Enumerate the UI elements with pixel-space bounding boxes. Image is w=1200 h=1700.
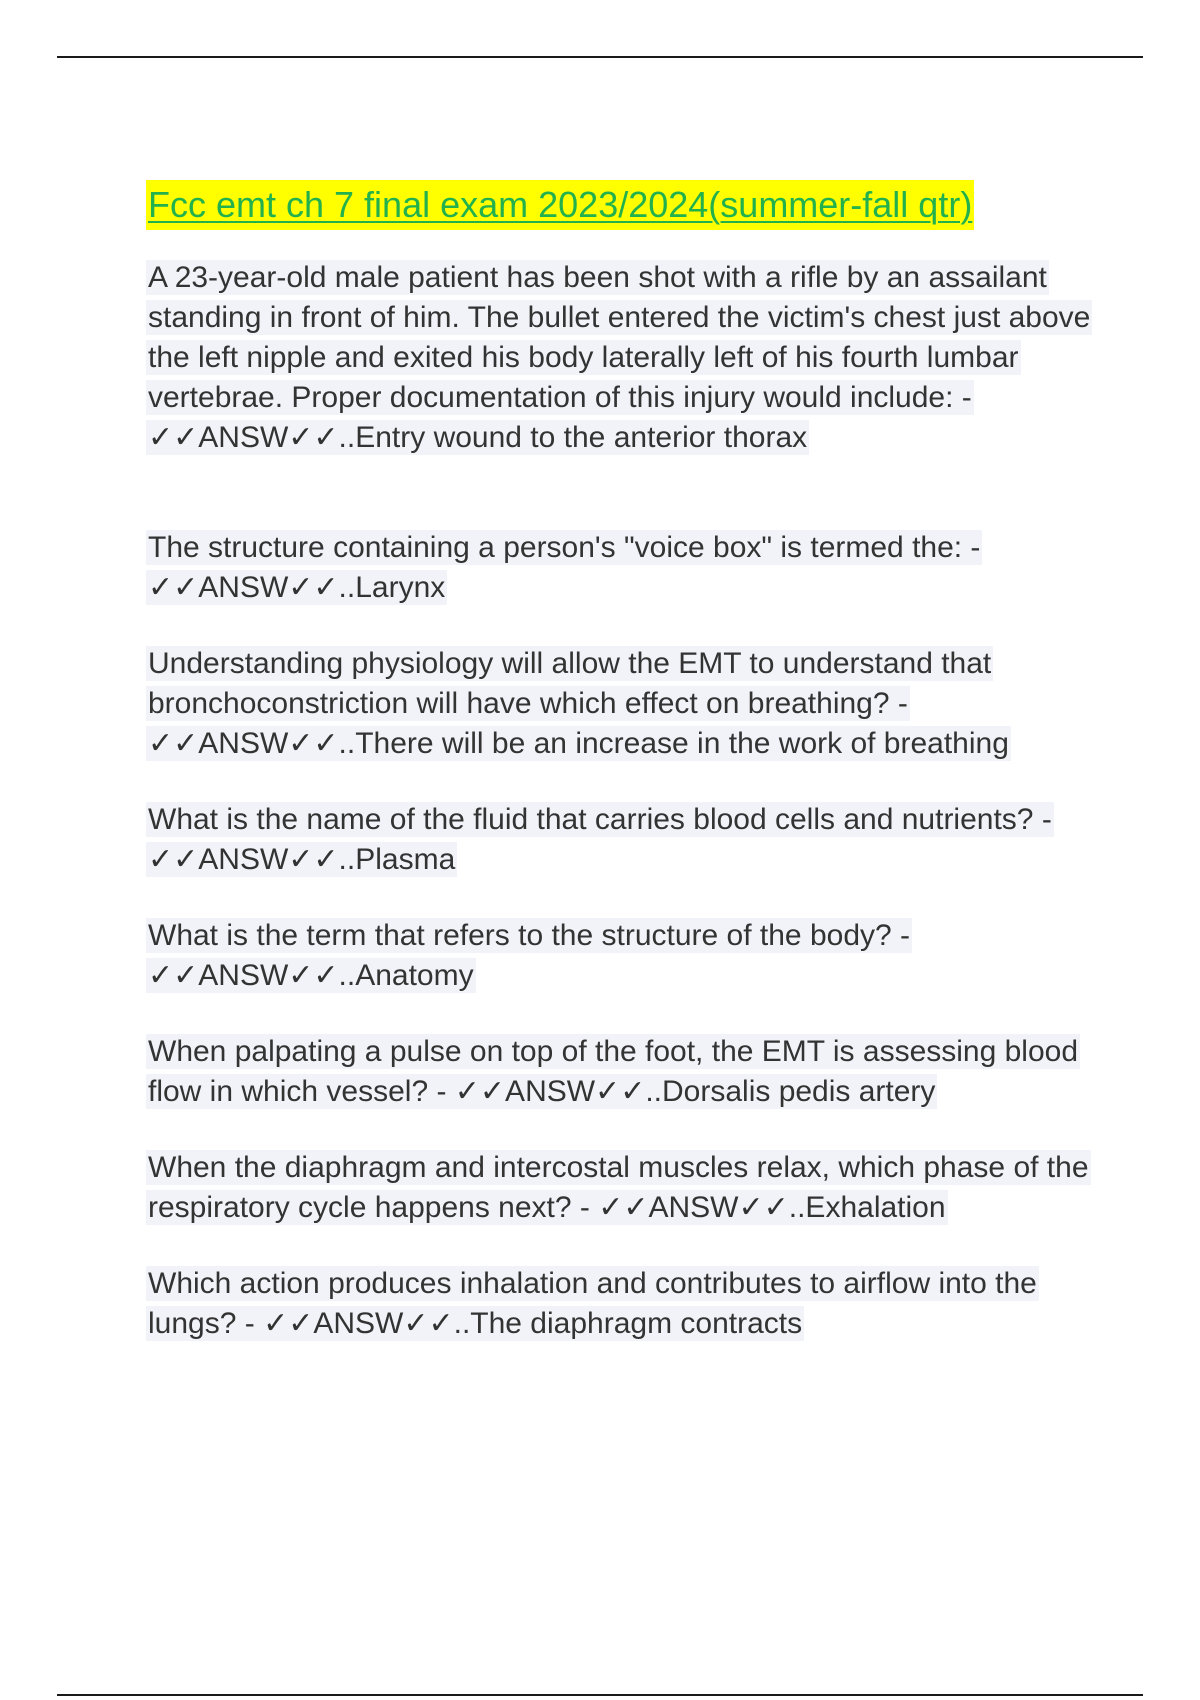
document-body [146, 180, 1106, 1380]
title-text: Fcc emt ch 7 final exam 2023/2024(summer-fall qtr) [146, 180, 974, 230]
qa-item-1 [146, 258, 1106, 458]
qa-text: What is the name of the fluid that carries blood cells and nutrients? - ✓✓ANSW✓✓..Plasma [148, 803, 1052, 876]
qa-text: Which action produces inhalation and contributes to airflow into the lungs? - ✓✓ANSW✓✓..The diaphragm contracts [148, 1267, 1037, 1340]
document-title [146, 180, 1106, 258]
qa-item-5 [146, 916, 1106, 996]
qa-text: When palpating a pulse on top of the foot, the EMT is assessing blood flow in which vessel? - ✓✓ANSW✓✓..Dorsalis pedis artery [148, 1035, 1079, 1108]
qa-text: When the diaphragm and intercostal muscles relax, which phase of the respiratory cycle happens next? - ✓✓ANSW✓✓..Exhalation [148, 1151, 1089, 1224]
top-rule [57, 56, 1143, 58]
qa-item-2 [146, 528, 1106, 608]
qa-item-6 [146, 1032, 1106, 1112]
qa-text: What is the term that refers to the structure of the body? - ✓✓ANSW✓✓..Anatomy [148, 919, 911, 992]
bottom-rule [57, 1694, 1143, 1696]
qa-item-7 [146, 1148, 1106, 1228]
qa-item-8 [146, 1264, 1106, 1344]
qa-text: The structure containing a person's "voice box" is termed the: - ✓✓ANSW✓✓..Larynx [148, 531, 981, 604]
qa-item-4 [146, 800, 1106, 880]
qa-item-3 [146, 644, 1106, 764]
qa-text: Understanding physiology will allow the EMT to understand that bronchoconstriction will have which effect on breathing? - ✓✓ANSW✓✓..There will be an increase in the work of breathing [148, 647, 1009, 760]
qa-text: A 23-year-old male patient has been shot with a rifle by an assailant standing in front of him. The bullet entered the victim's chest just above the left nipple and exited his body laterally left of his fourth lumbar vertebrae. Proper documentation of this injury would include: - ✓✓ANSW✓✓..Entry wound to the anterior thorax [148, 261, 1091, 454]
